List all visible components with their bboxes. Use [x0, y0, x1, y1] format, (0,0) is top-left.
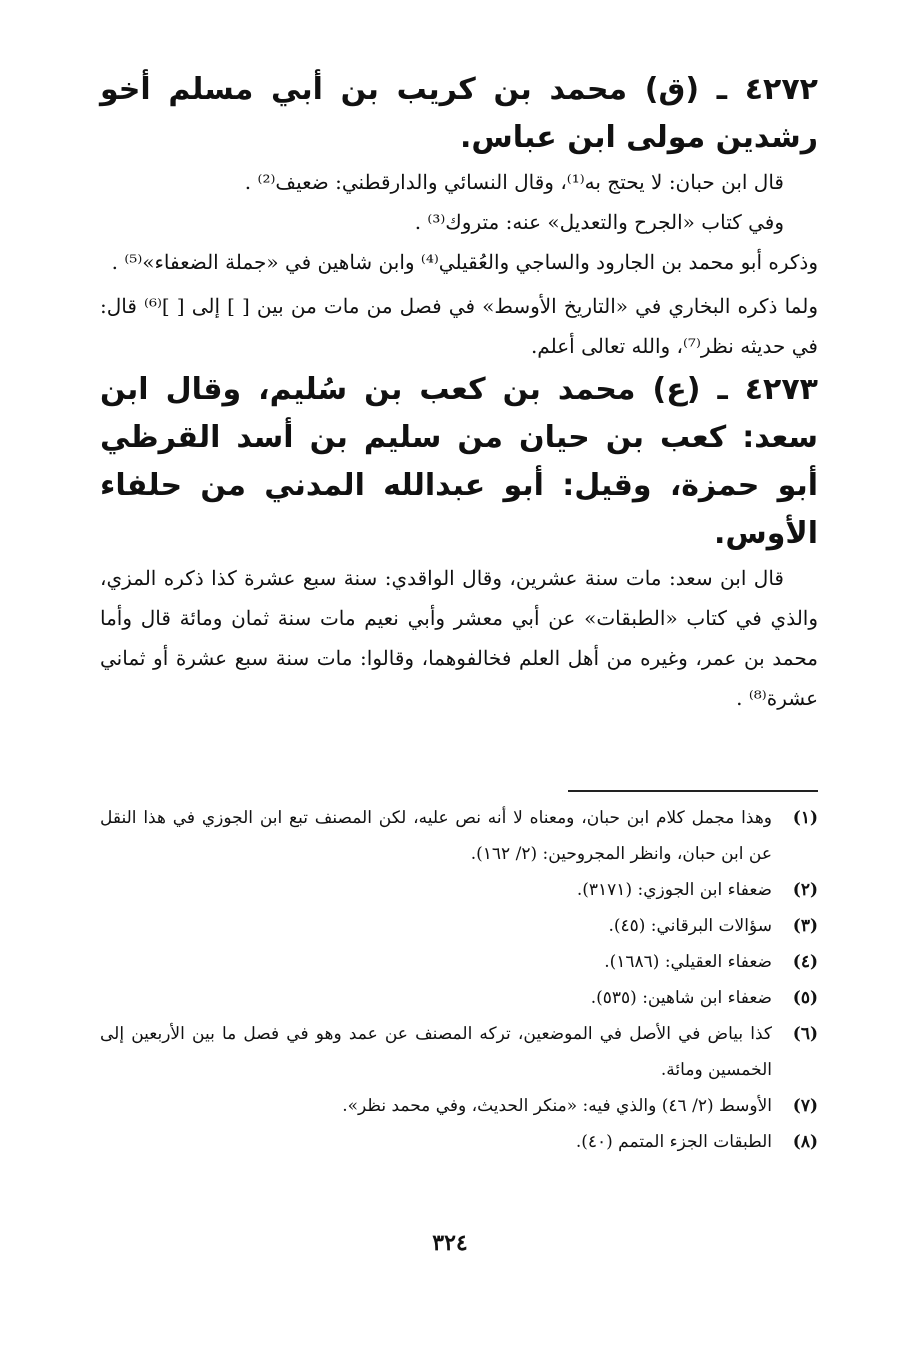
footnote-number: (٣) [792, 916, 818, 936]
entry-heading: ٤٢٧٢ ـ (ق) محمد بن كريب بن أبي مسلم أخو رشدين مولى ابن عباس. [100, 72, 818, 155]
entry-paragraph: قال ابن حبان: لا يحتج به⁽¹⁾، وقال النسائي والدارقطني: ضعيف⁽²⁾ . [244, 170, 784, 194]
footnote-number: (٤) [792, 952, 818, 972]
footnote [100, 1016, 818, 1088]
footnote-number: (١) [792, 808, 818, 828]
footnote [100, 1124, 818, 1160]
entry-paragraph: قال ابن سعد: مات سنة عشرين، وقال الواقدي: سنة سبع عشرة كذا ذكره المزي، والذي في كتاب «الطبقات» عن أبي معشر وأبي نعيم مات سنة ثمان ومائة قال وأما محمد بن عمر، وغيره من أهل العلم فخالفوهما، وقالوا: مات سنة سبع عشرة أو ثماني عشرة⁽⁸⁾ . [100, 566, 818, 710]
footnote [100, 980, 818, 1016]
footnote-number: (٧) [792, 1096, 818, 1116]
main-text [100, 66, 818, 718]
footnote-text: سؤالات البرقاني: (٤٥). [608, 916, 772, 936]
footnote-number: (٦) [792, 1024, 818, 1044]
entry-heading: ٤٢٧٣ ـ (ع) محمد بن كعب بن سُليم، وقال ابن سعد: كعب بن حيان من سليم بن أسد القرظي أبو حمزة، وقيل: أبو عبدالله المدني من حلفاء الأوس. [100, 372, 818, 551]
footnote-number: (٢) [792, 880, 818, 900]
footnote [100, 800, 818, 872]
page-number: ٣٢٤ [432, 1230, 468, 1256]
entry-paragraph: وذكره أبو محمد بن الجارود والساجي والعُقيلي⁽⁴⁾ وابن شاهين في «جملة الضعفاء»⁽⁵⁾ . [111, 250, 818, 274]
entry-paragraph: وفي كتاب «الجرح والتعديل» عنه: متروك⁽³⁾ . [414, 210, 784, 234]
entry-paragraph: ولما ذكره البخاري في «التاريخ الأوسط» في فصل من مات من بين [ ] إلى [ ]⁽⁶⁾ قال: في حديثه نظر⁽⁷⁾، والله تعالى أعلم. [100, 294, 818, 358]
footnote [100, 1088, 818, 1124]
footnote-text: ضعفاء ابن شاهين: (٥٣٥). [590, 988, 772, 1008]
footnote-text: كذا بياض في الأصل في الموضعين، تركه المصنف عن عمد وهو في فصل ما بين الأربعين إلى الخمسين ومائة. [100, 1024, 772, 1080]
footnote [100, 908, 818, 944]
footnote-text: ضعفاء ابن الجوزي: (٣١٧١). [576, 880, 772, 900]
footnote-text: وهذا مجمل كلام ابن حبان، ومعناه لا أنه نص عليه، لكن المصنف تبع ابن الجوزي في هذا النقل عن ابن حبان، وانظر المجروحين: (٢/ ١٦٢). [100, 808, 772, 864]
footnote [100, 944, 818, 980]
footnotes-list [100, 800, 818, 1160]
footnote-text: ضعفاء العقيلي: (١٦٨٦). [604, 952, 772, 972]
footnote-text: الطبقات الجزء المتمم (٤٠). [575, 1132, 772, 1152]
footnote [100, 872, 818, 908]
footnote-separator [568, 790, 818, 792]
footnote-number: (٥) [792, 988, 818, 1008]
footnote-number: (٨) [792, 1132, 818, 1152]
footnote-text: الأوسط (٢/ ٤٦) والذي فيه: «منكر الحديث، وفي محمد نظر». [342, 1096, 772, 1116]
